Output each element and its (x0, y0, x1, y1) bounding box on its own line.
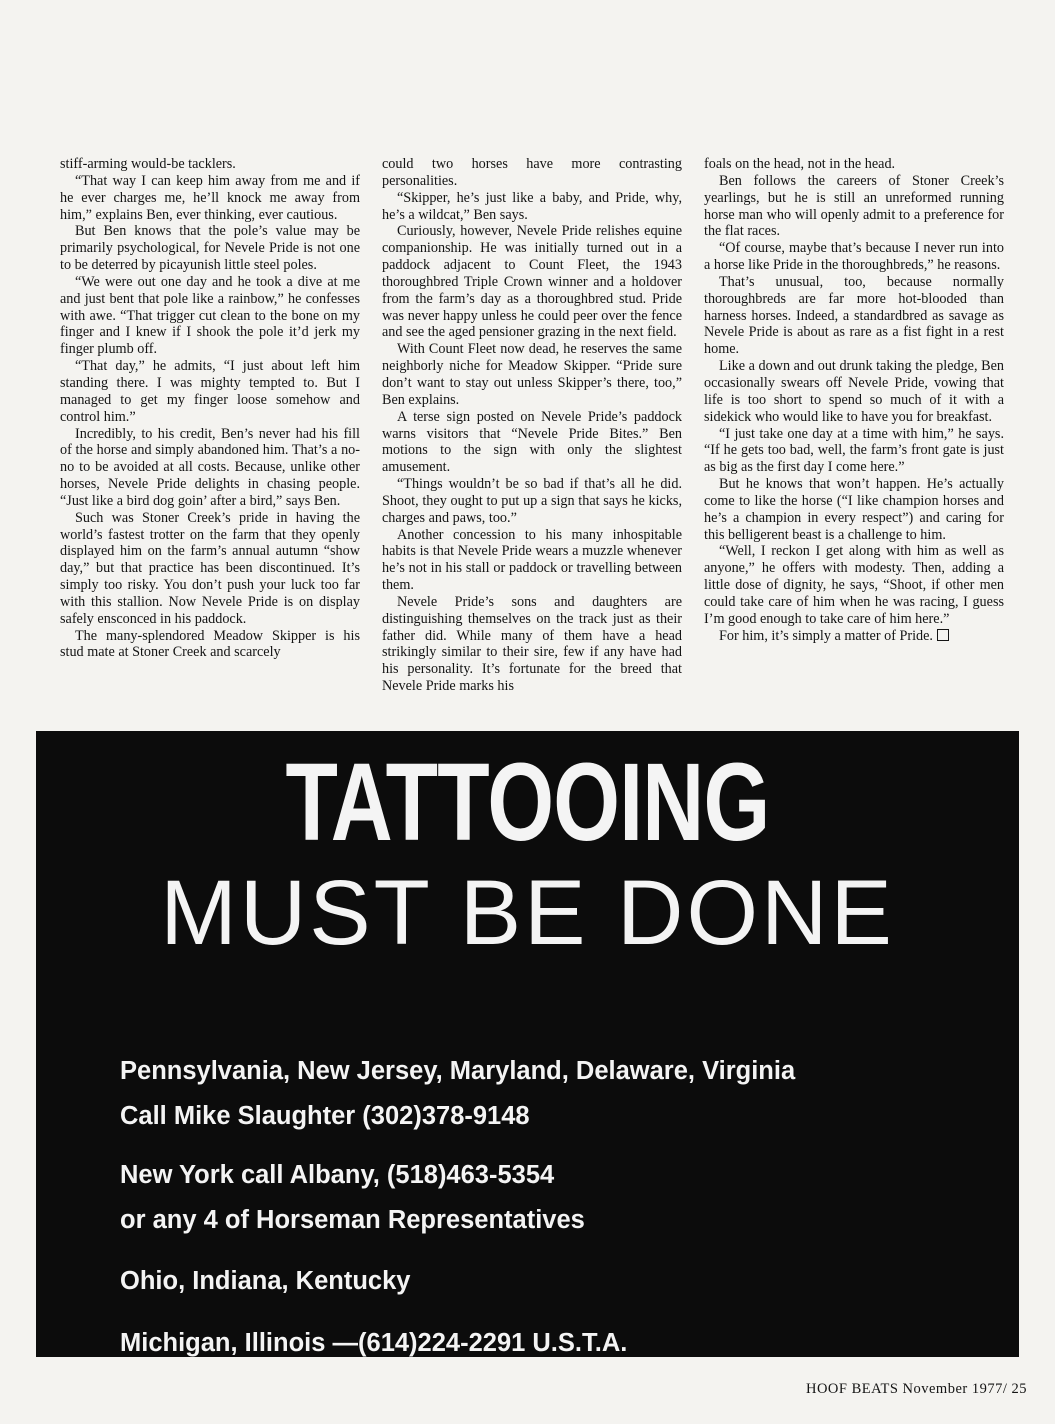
paragraph: With Count Fleet now dead, he reserves the same neighborly niche for Meadow Skipper. “Pride sure don’t want to stay out unless Skipper’s there, too,” Ben explains. (382, 341, 682, 408)
ad-line-usta: Michigan, Illinois —(614)224-2291 U.S.T.A. (120, 1329, 628, 1357)
paragraph: But he knows that won’t happen. He’s actually come to like the horse (“I like champion horses and he’s a champion in every respect”) and caring for this belligerent beast is a challenge to him. (704, 476, 1004, 543)
paragraph: Curiously, however, Nevele Pride relishes equine companionship. He was initially turned out in a paddock adjacent to Count Fleet, the 1943 thoroughbred Triple Crown winner and a holdover from the farm’s day as a thoroughbred stud. Pride was never happy unless he could peer over the fence and see the aged pensioner grazing in the next field. (382, 223, 682, 341)
paragraph: “We were out one day and he took a dive at me and just bent that pole like a rainbow,” he confesses with awe. “That trigger cut clean to the bone on my finger and I knew if I shook the pole it’d jerk my finger plumb off. (60, 273, 360, 358)
ad-line-new-york: New York call Albany, (518)463-5354 (120, 1161, 555, 1189)
paragraph: “That way I can keep him away from me and if he ever charges me, he’ll knock me away from him,” explains Ben, ever thinking, ever cautious. (60, 172, 360, 223)
paragraph: Incredibly, to his credit, Ben’s never had his fill of the horse and simply abandoned him. That’s a no-no to be avoided at all costs. Because, unlike other horses, Nevele Pride delights in chasing people. “Just like a bird dog goin’ after a bird,” says Ben. (60, 425, 360, 509)
article-column-2 (382, 156, 682, 695)
paragraph: Another concession to his many inhospitable habits is that Nevele Pride wears a muzzle whenever he’s not in his stall or paddock or travelling between them. (382, 526, 682, 594)
paragraph: “Things wouldn’t be so bad if that’s all he did. Shoot, they ought to put up a sign that says he kicks, charges and paws, too.” (382, 476, 682, 526)
paragraph: “Skipper, he’s just like a baby, and Pride, why, he’s a wildcat,” Ben says. (382, 189, 682, 223)
paragraph: “Well, I reckon I get along with him as well as anyone,” he offers with modesty. Then, adding a little dose of dignity, he says, “Shoot, if other men could take care of him when he was racing, I guess I’m good enough to take care of him here.” (704, 543, 1004, 627)
paragraph: Like a down and out drunk taking the pledge, Ben occasionally swears off Nevele Pride, vowing that life is too short to spend so much of it with a sidekick who would like to have you for breakfast. (704, 358, 1004, 425)
paragraph: That’s unusual, too, because normally thoroughbreds are far more hot-blooded than harness horses. Indeed, a standardbred as savage as Nevele Pride is about as rare as a fist fight in a rest home. (704, 273, 1004, 358)
closing-text: For him, it’s simply a matter of Pride. (719, 627, 933, 644)
article-column-1 (60, 156, 360, 661)
ad-line-states: Pennsylvania, New Jersey, Maryland, Delaware, Virginia (120, 1057, 796, 1085)
paragraph: The many-splendored Meadow Skipper is his stud mate at Stoner Creek and scarcely (60, 627, 360, 661)
paragraph: But Ben knows that the pole’s value may be primarily psychological, for Nevele Pride is not one to be deterred by picayunish little steel poles. (60, 223, 360, 274)
paragraph: stiff-arming would-be tacklers. (60, 156, 236, 172)
paragraph: “Of course, maybe that’s because I never run into a horse like Pride in the thoroughbreds,” he reasons. (704, 240, 1004, 274)
paragraph: foals on the head, not in the head. (704, 156, 896, 172)
end-mark-square-icon (937, 629, 949, 641)
ad-line-midwest: Ohio, Indiana, Kentucky (120, 1267, 411, 1295)
tattoo-advertisement (36, 731, 1019, 1357)
paragraph: Nevele Pride’s sons and daughters are distinguishing themselves on the track just as their father did. While many of them have a head strikingly similar to their sire, few if any have had his personality. It’s fortunate for the breed that Nevele Pride marks his (382, 593, 682, 695)
ad-headline-1: TATTOOING (285, 741, 770, 864)
ad-headline-2: MUST BE DONE (160, 862, 895, 964)
paragraph: Ben follows the careers of Stoner Creek’s yearlings, but he is still an unreformed running horse man who will openly admit to a preference for the flat races. (704, 172, 1004, 240)
article-column-3 (704, 156, 1004, 644)
paragraph: Such was Stoner Creek’s pride in having the world’s fastest trotter on the farm that they openly displayed him on the farm’s annual autumn “show day,” but that practice has been discontinued. It’s simply too risky. You don’t push your luck too far with this stallion. Now Nevele Pride is on display safely ensconced in his paddock. (60, 509, 360, 627)
paragraph: “I just take one day at a time with him,” he says. “If he gets too bad, well, the farm’s front gate is just as big as the first day I come here.” (704, 425, 1004, 476)
article-body (60, 156, 1028, 722)
paragraph: could two horses have more contrasting personalities. (382, 156, 682, 189)
paragraph: “That day,” he admits, “I just about left him standing there. I was mighty tempted to. But I managed to get my finger loose somehow and control him.” (60, 358, 360, 425)
paragraph: A terse sign posted on Nevele Pride’s paddock warns visitors that “Nevele Pride Bites.” Ben motions to the sign with only the slightest amusement. (382, 408, 682, 476)
ad-line-representatives: or any 4 of Horseman Representatives (120, 1206, 585, 1234)
closing-paragraph (704, 628, 1004, 645)
ad-line-contact: Call Mike Slaughter (302)378-9148 (120, 1102, 530, 1130)
page-footer: HOOF BEATS November 1977/ 25 (805, 1381, 1027, 1397)
